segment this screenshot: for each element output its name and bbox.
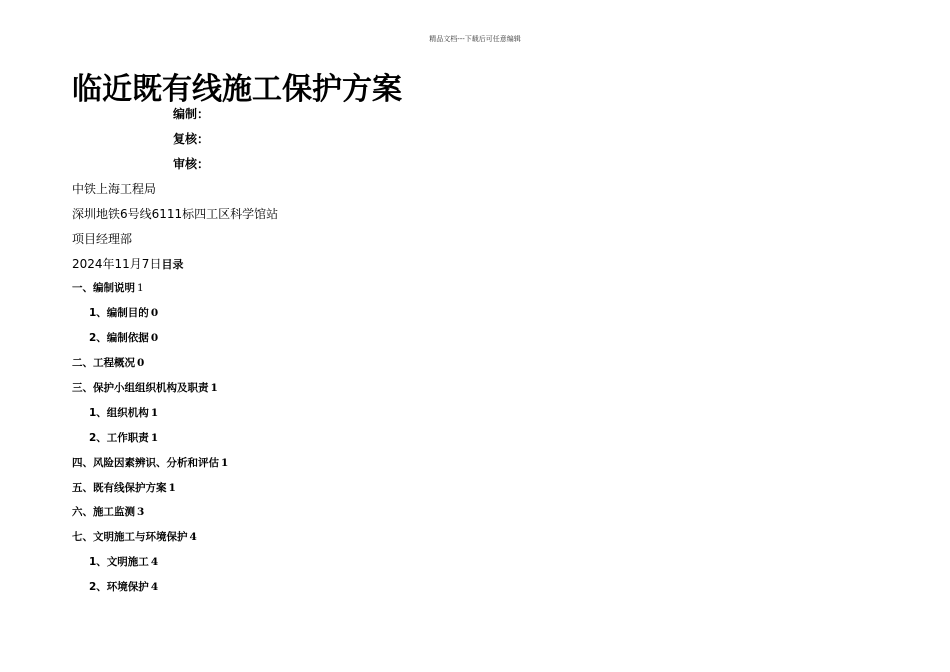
toc-item[interactable] (89, 430, 158, 445)
toc-item[interactable] (89, 405, 158, 420)
toc-item[interactable] (89, 330, 158, 345)
page-header-note: 精品文档---下载后可任意编辑 (429, 35, 521, 43)
signature-compiled-by: 编制： (173, 107, 210, 121)
toc-item-page: 4 (150, 581, 159, 593)
toc-item[interactable] (72, 480, 176, 495)
toc-item[interactable] (72, 280, 144, 295)
toc-item[interactable] (72, 380, 218, 395)
toc-item-label: 1、文明施工 (89, 556, 149, 568)
toc-item-page: 1 (221, 457, 229, 469)
toc-item-label: 二、工程概况 (72, 357, 135, 369)
toc-item-page: 4 (150, 556, 159, 568)
signature-reviewed-by: 复核： (173, 132, 210, 146)
toc-item-label: 六、施工监测 (72, 506, 135, 518)
toc-item[interactable] (89, 305, 158, 320)
toc-item-page: 0 (150, 307, 159, 319)
document-title: 临近既有线施工保护方案 (72, 72, 402, 107)
signature-approved-by: 审核： (173, 157, 210, 171)
toc-item-page: 1 (137, 282, 144, 294)
toc-heading: 目录 (161, 258, 184, 271)
toc-item-label: 2、环境保护 (89, 581, 149, 593)
toc-item[interactable] (72, 355, 144, 370)
toc-item-label: 四、风险因素辨识、分析和评估 (72, 457, 219, 469)
company-name: 中铁上海工程局 (72, 182, 157, 196)
toc-item-page: 0 (137, 357, 145, 369)
toc-item-label: 一、编制说明 (72, 282, 135, 294)
toc-item-label: 1、组织机构 (89, 407, 149, 419)
toc-item-page: 0 (150, 332, 159, 344)
toc-item-label: 三、保护小组组织机构及职责 (72, 382, 209, 394)
date-and-toc-heading (72, 255, 183, 272)
toc-item-page: 1 (168, 482, 176, 494)
document-date: 2024年11月7日 (72, 257, 162, 271)
department-name: 项目经理部 (72, 232, 133, 246)
toc-item-label: 2、编制依据 (89, 332, 149, 344)
toc-item-page: 4 (189, 531, 197, 543)
toc-item-label: 1、编制目的 (89, 307, 149, 319)
toc-item[interactable] (72, 504, 144, 519)
toc-item-label: 七、文明施工与环境保护 (72, 531, 188, 543)
toc-item[interactable] (72, 455, 228, 470)
toc-item[interactable] (89, 554, 158, 569)
toc-item-page: 1 (210, 382, 218, 394)
toc-item[interactable] (89, 579, 158, 594)
toc-item-label: 五、既有线保护方案 (72, 482, 167, 494)
toc-item-page: 3 (137, 506, 145, 518)
toc-item-page: 1 (150, 432, 159, 444)
toc-item-page: 1 (150, 407, 159, 419)
project-name: 深圳地铁6号线6111标四工区科学馆站 (72, 207, 279, 221)
toc-item-label: 2、工作职责 (89, 432, 149, 444)
toc-item[interactable] (72, 529, 197, 544)
